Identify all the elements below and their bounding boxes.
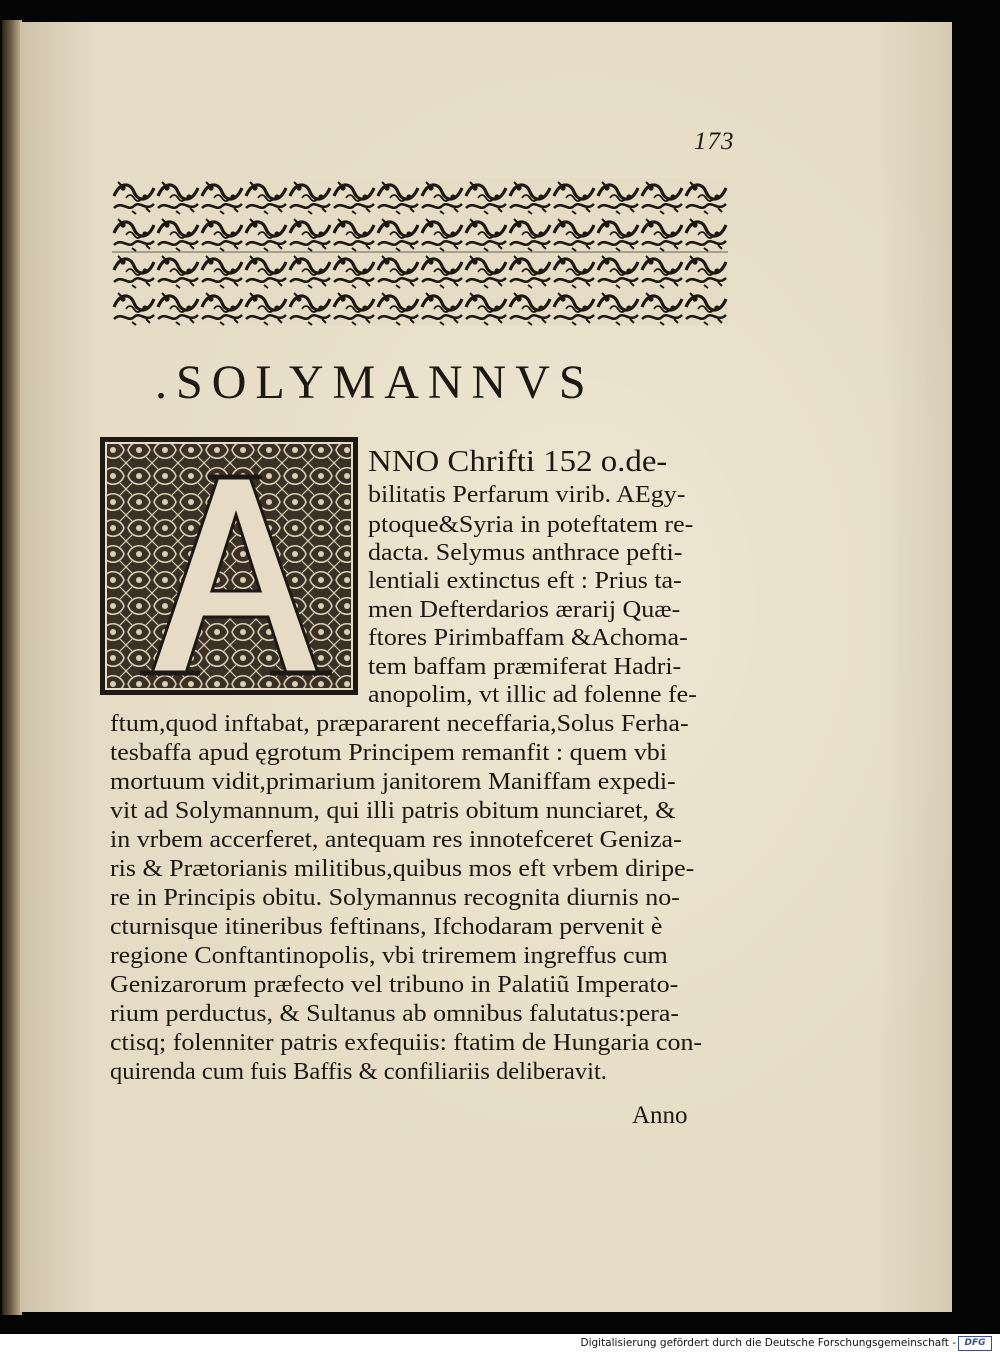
body-line: rium perductus, & Sultanus ab omnibus falutatus:pera- xyxy=(110,1000,680,1027)
body-line: ftum,quod inftabat, præpararent neceffaria,Solus Ferha- xyxy=(110,710,689,737)
body-line: ctisq; folenniter patris exfequiis: ftatim de Hungaria con- xyxy=(110,1029,703,1056)
body-line: cturnisque itineribus feftinans, Ifchodaram pervenit è xyxy=(110,913,663,940)
decorated-initial-a xyxy=(100,437,358,695)
body-line: regione Conftantinopolis, vbi triremem ingreffus cum xyxy=(110,942,668,969)
body-line: Genizarorum præfecto vel tribuno in Palatiũ Imperato- xyxy=(110,971,679,998)
page-number: 173 xyxy=(694,128,735,155)
body-line: tesbaffa apud ęgrotum Principem remanfit : quem vbi xyxy=(110,739,668,766)
body-line: ptoque&Syria in poteftatem re- xyxy=(368,511,694,538)
body-line: ris & Prætorianis militibus,quibus mos eft vrbem diripe- xyxy=(110,855,695,882)
ornamental-headpiece xyxy=(112,178,728,326)
body-line: NNO Chrifti 152 o.de- xyxy=(368,443,668,478)
catchword: Anno xyxy=(632,1102,688,1129)
funding-credit: Digitalisierung gefördert durch die Deutsche Forschungsgemeinschaft - xyxy=(580,1337,956,1349)
dfg-logo: DFG xyxy=(958,1336,992,1351)
chapter-title: .SOLYMANNVS xyxy=(155,356,595,409)
body-line: lentiali extinctus eft : Prius ta- xyxy=(368,567,682,594)
body-line: dacta. Selymus anthrace pefti- xyxy=(368,539,683,566)
body-line: ftores Pirimbaffam &Achoma- xyxy=(368,624,688,651)
initial-letter-text: A xyxy=(229,683,230,684)
body-line: vit ad Solymannum, qui illi patris obitum nunciaret, & xyxy=(110,797,676,824)
body-line: re in Principis obitu. Solymannus recognita diurnis no- xyxy=(110,884,680,911)
body-line: quirenda cum fuis Baffis & confiliariis deliberavit. xyxy=(110,1058,607,1085)
body-line: men Defterdarios ærarij Quæ- xyxy=(368,596,681,623)
body-line: in vrbem accerferet, antequam res innotefceret Geniza- xyxy=(110,826,682,853)
body-line: anopolim, vt illic ad folenne fe- xyxy=(368,681,697,708)
body-line: bilitatis Perfarum virib. AEgy- xyxy=(368,481,686,508)
book-page-edge xyxy=(2,20,22,1315)
body-line: tem baffam præmiferat Hadri- xyxy=(368,653,682,680)
body-line: mortuum vidit,primarium janitorem Maniffam expedi- xyxy=(110,768,676,795)
